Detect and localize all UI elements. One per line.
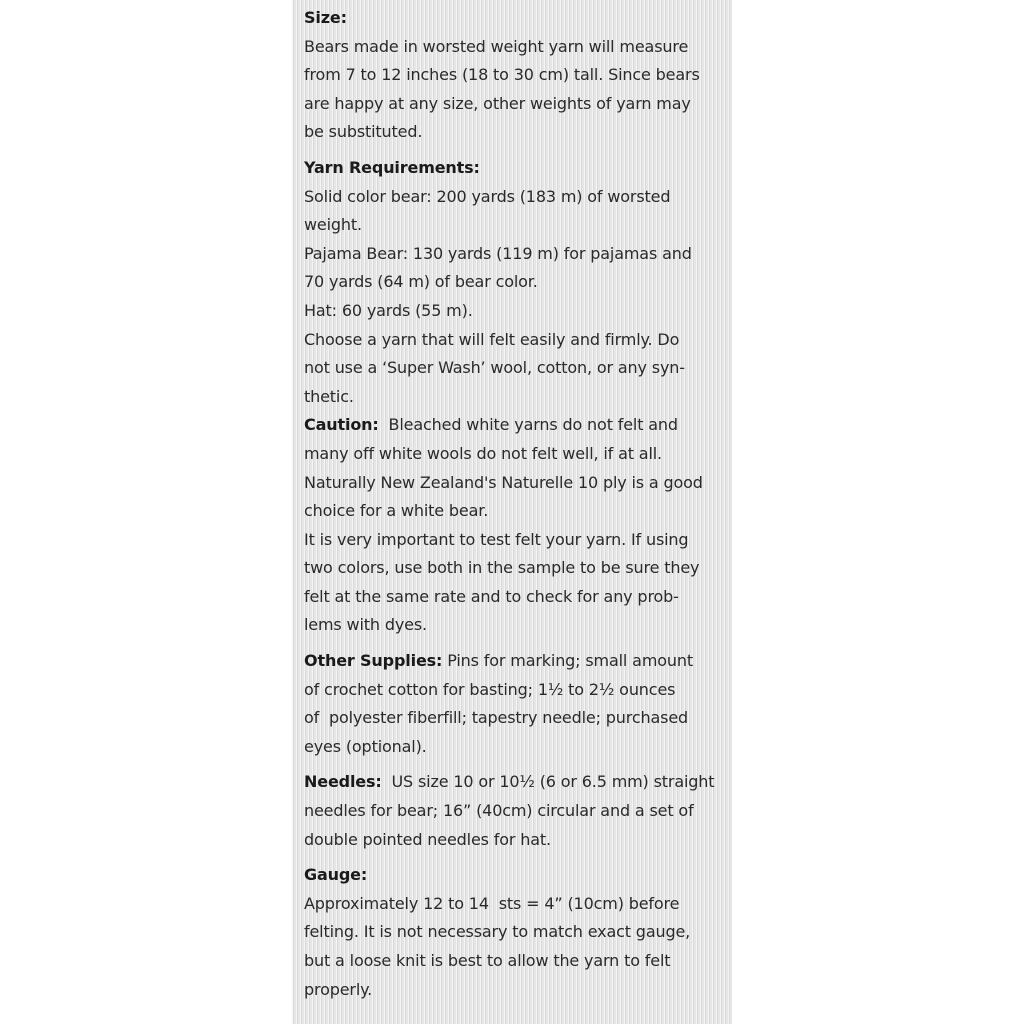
- other-supplies-first-line: [304, 647, 726, 676]
- other-supplies-section: [304, 647, 726, 761]
- other-supplies-heading: Other Supplies:: [304, 651, 443, 671]
- pattern-content: [304, 4, 726, 1004]
- needles-line: double pointed needles for hat.: [304, 829, 551, 849]
- yarn-line: 70 yards (64 m) of bear color.: [304, 272, 538, 292]
- gauge-line: properly.: [304, 979, 373, 999]
- caution-line: choice for a white bear.: [304, 501, 489, 521]
- yarn-line: not use a ‘Super Wash’ wool, cotton, or any syn-: [304, 358, 685, 378]
- yarn-line: weight.: [304, 215, 362, 235]
- size-section: [304, 4, 726, 147]
- yarn-line: Choose a yarn that will felt easily and firmly. Do: [304, 329, 680, 349]
- other-supplies-line: of crochet cotton for basting; 1½ to 2½ ounces: [304, 679, 676, 699]
- yarn-line: Pajama Bear: 130 yards (119 m) for pajamas and: [304, 243, 692, 263]
- yarn-line: Hat: 60 yards (55 m).: [304, 300, 473, 320]
- other-supplies-line: of polyester fiberfill; tapestry needle; purchased: [304, 708, 689, 728]
- other-supplies-text: Pins for marking; small amount: [442, 651, 693, 671]
- caution-text: Bleached white yarns do not felt and: [378, 415, 678, 435]
- caution-heading: Caution:: [304, 415, 379, 435]
- caution-line: two colors, use both in the sample to be sure they: [304, 558, 700, 578]
- gauge-heading: Gauge:: [304, 865, 368, 885]
- size-line: Bears made in worsted weight yarn will measure: [304, 36, 689, 56]
- yarn-line: thetic.: [304, 386, 354, 406]
- caution-line: It is very important to test felt your yarn. If using: [304, 529, 689, 549]
- needles-heading: Needles:: [304, 772, 382, 792]
- yarn-requirements-heading: Yarn Requirements:: [304, 157, 480, 177]
- caution-line: felt at the same rate and to check for any prob-: [304, 586, 679, 606]
- size-line: be substituted.: [304, 122, 423, 142]
- size-line: from 7 to 12 inches (18 to 30 cm) tall. Since bears: [304, 65, 700, 85]
- yarn-requirements-section: [304, 154, 726, 411]
- pattern-text-panel: [292, 0, 732, 1024]
- caution-line: lems with dyes.: [304, 615, 427, 635]
- needles-first-line: [304, 768, 726, 797]
- size-line: are happy at any size, other weights of yarn may: [304, 93, 691, 113]
- caution-first-line: [304, 411, 726, 440]
- gauge-line: felting. It is not necessary to match exact gauge,: [304, 922, 691, 942]
- gauge-line: but a loose knit is best to allow the yarn to felt: [304, 951, 671, 970]
- needles-text: US size 10 or 10½ (6 or 6.5 mm) straight: [381, 772, 715, 792]
- gauge-line: Approximately 12 to 14 sts = 4” (10cm) before: [304, 893, 680, 913]
- caution-line: Naturally New Zealand's Naturelle 10 ply is a good: [304, 472, 703, 492]
- caution-line: many off white wools do not felt well, if at all.: [304, 443, 662, 463]
- caution-section: [304, 411, 726, 640]
- other-supplies-line: eyes (optional).: [304, 736, 427, 756]
- needles-line: needles for bear; 16” (40cm) circular and a set of: [304, 801, 694, 821]
- gauge-section: [304, 861, 726, 1004]
- yarn-line: Solid color bear: 200 yards (183 m) of worsted: [304, 186, 671, 206]
- size-heading: Size:: [304, 8, 347, 27]
- needles-section: [304, 768, 726, 854]
